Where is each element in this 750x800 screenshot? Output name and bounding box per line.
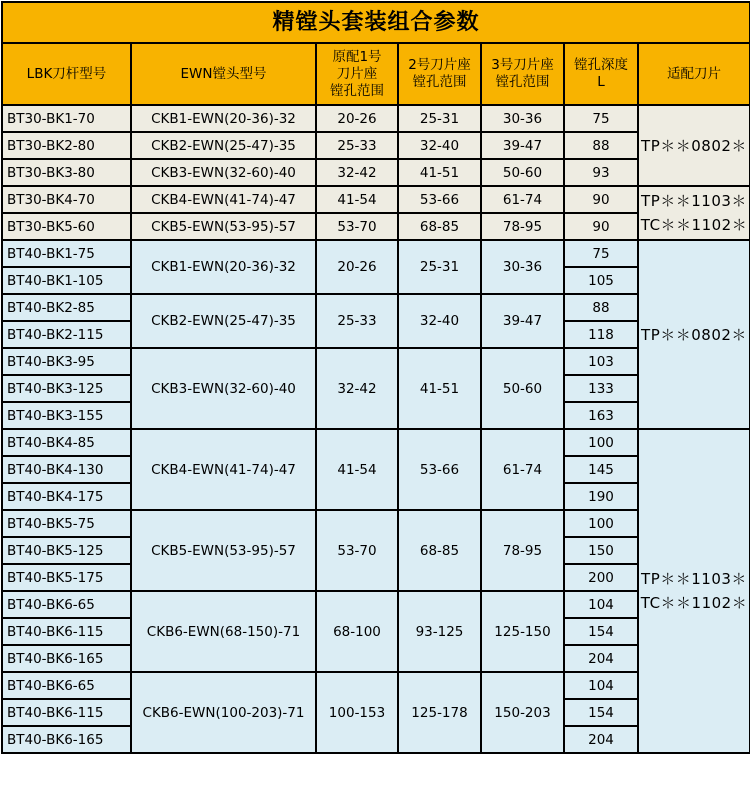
depth-cell: 100 — [564, 429, 638, 456]
header-depth — [564, 43, 638, 105]
ewn-model-cell: CKB4-EWN(41-74)-47 — [131, 186, 316, 213]
table-row — [2, 105, 750, 132]
insert-cell-line1: TP＊＊1103＊ — [641, 570, 747, 588]
header-seat1-line2: 刀片座 — [336, 65, 378, 82]
table-row — [2, 348, 750, 375]
lbk-model-cell: BT40-BK3-155 — [2, 402, 131, 429]
seat1-range-cell: 20-26 — [316, 240, 398, 294]
lbk-model-cell: BT30-BK4-70 — [2, 186, 131, 213]
insert-cell-line2: TC＊＊1102＊ — [640, 594, 748, 612]
depth-cell: 75 — [564, 240, 638, 267]
ewn-model-cell: CKB1-EWN(20-36)-32 — [131, 105, 316, 132]
seat2-range-cell: 68-85 — [398, 510, 481, 591]
header-seat3 — [481, 43, 564, 105]
table-row — [2, 159, 750, 186]
lbk-model-cell: BT40-BK4-175 — [2, 483, 131, 510]
lbk-model-cell: BT40-BK3-95 — [2, 348, 131, 375]
header-depth-line2: L — [597, 74, 605, 90]
lbk-model-cell: BT40-BK2-115 — [2, 321, 131, 348]
seat3-range-cell: 50-60 — [481, 159, 564, 186]
insert-cell — [638, 240, 750, 429]
depth-cell: 104 — [564, 591, 638, 618]
seat2-range-cell: 68-85 — [398, 213, 481, 240]
header-seat3-line2: 镗孔范围 — [495, 74, 550, 90]
ewn-model-cell: CKB2-EWN(25-47)-35 — [131, 294, 316, 348]
seat3-range-cell: 61-74 — [481, 429, 564, 510]
seat3-range-cell: 30-36 — [481, 240, 564, 294]
seat1-range-cell: 25-33 — [316, 294, 398, 348]
depth-cell: 133 — [564, 375, 638, 402]
header-seat2-line2: 镗孔范围 — [412, 74, 467, 90]
depth-cell: 90 — [564, 213, 638, 240]
seat3-range-cell: 39-47 — [481, 294, 564, 348]
lbk-model-cell: BT40-BK6-115 — [2, 699, 131, 726]
seat2-range-cell: 41-51 — [398, 348, 481, 429]
header-ewn: EWN镗头型号 — [131, 43, 316, 105]
seat3-range-cell: 50-60 — [481, 348, 564, 429]
seat1-range-cell: 53-70 — [316, 213, 398, 240]
lbk-model-cell: BT40-BK4-85 — [2, 429, 131, 456]
ewn-model-cell: CKB1-EWN(20-36)-32 — [131, 240, 316, 294]
boring-head-spec-table — [1, 1, 750, 754]
lbk-model-cell: BT40-BK2-85 — [2, 294, 131, 321]
lbk-model-cell: BT40-BK5-75 — [2, 510, 131, 537]
depth-cell: 118 — [564, 321, 638, 348]
lbk-model-cell: BT30-BK5-60 — [2, 213, 131, 240]
insert-cell-line1: TP＊＊0802＊ — [641, 325, 747, 344]
ewn-model-cell: CKB5-EWN(53-95)-57 — [131, 510, 316, 591]
lbk-model-cell: BT40-BK1-75 — [2, 240, 131, 267]
seat1-range-cell: 20-26 — [316, 105, 398, 132]
seat1-range-cell: 68-100 — [316, 591, 398, 672]
seat1-range-cell: 41-54 — [316, 429, 398, 510]
seat1-range-cell: 32-42 — [316, 348, 398, 429]
seat2-range-cell: 125-178 — [398, 672, 481, 753]
ewn-model-cell: CKB4-EWN(41-74)-47 — [131, 429, 316, 510]
ewn-model-cell: CKB6-EWN(68-150)-71 — [131, 591, 316, 672]
insert-cell — [638, 429, 750, 753]
seat3-range-cell: 78-95 — [481, 213, 564, 240]
lbk-model-cell: BT40-BK1-105 — [2, 267, 131, 294]
header-seat1 — [316, 43, 398, 105]
depth-cell: 204 — [564, 726, 638, 753]
insert-cell-line1: TP＊＊1103＊ — [641, 192, 747, 210]
ewn-model-cell: CKB5-EWN(53-95)-57 — [131, 213, 316, 240]
seat2-range-cell: 25-31 — [398, 105, 481, 132]
depth-cell: 154 — [564, 699, 638, 726]
header-depth-line1: 镗孔深度 — [574, 57, 628, 73]
table-row — [2, 429, 750, 456]
insert-cell — [638, 105, 750, 186]
depth-cell: 100 — [564, 510, 638, 537]
depth-cell: 104 — [564, 672, 638, 699]
depth-cell: 200 — [564, 564, 638, 591]
depth-cell: 204 — [564, 645, 638, 672]
header-row — [2, 43, 750, 105]
header-seat1-line3: 镗孔范围 — [330, 82, 384, 99]
seat2-range-cell: 32-40 — [398, 132, 481, 159]
seat3-range-cell: 150-203 — [481, 672, 564, 753]
seat3-range-cell: 78-95 — [481, 510, 564, 591]
depth-cell: 105 — [564, 267, 638, 294]
depth-cell: 190 — [564, 483, 638, 510]
insert-cell — [638, 186, 750, 240]
lbk-model-cell: BT40-BK5-125 — [2, 537, 131, 564]
table-row — [2, 510, 750, 537]
lbk-model-cell: BT30-BK1-70 — [2, 105, 131, 132]
seat2-range-cell: 32-40 — [398, 294, 481, 348]
table-row — [2, 240, 750, 267]
depth-cell: 103 — [564, 348, 638, 375]
table-body — [2, 105, 750, 753]
seat3-range-cell: 61-74 — [481, 186, 564, 213]
seat1-range-cell: 25-33 — [316, 132, 398, 159]
depth-cell: 88 — [564, 132, 638, 159]
ewn-model-cell: CKB3-EWN(32-60)-40 — [131, 348, 316, 429]
lbk-model-cell: BT40-BK6-165 — [2, 645, 131, 672]
table-row — [2, 672, 750, 699]
lbk-model-cell: BT40-BK6-65 — [2, 591, 131, 618]
seat2-range-cell: 93-125 — [398, 591, 481, 672]
seat2-range-cell: 25-31 — [398, 240, 481, 294]
depth-cell: 75 — [564, 105, 638, 132]
seat3-range-cell: 39-47 — [481, 132, 564, 159]
lbk-model-cell: BT40-BK6-65 — [2, 672, 131, 699]
depth-cell: 88 — [564, 294, 638, 321]
seat1-range-cell: 41-54 — [316, 186, 398, 213]
seat2-range-cell: 53-66 — [398, 429, 481, 510]
table-row — [2, 186, 750, 213]
table-title: 精镗头套装组合参数 — [2, 2, 750, 43]
seat2-range-cell: 53-66 — [398, 186, 481, 213]
seat1-range-cell: 100-153 — [316, 672, 398, 753]
lbk-model-cell: BT40-BK6-115 — [2, 618, 131, 645]
seat3-range-cell: 125-150 — [481, 591, 564, 672]
header-seat3-line1: 3号刀片座 — [491, 57, 554, 73]
depth-cell: 90 — [564, 186, 638, 213]
seat1-range-cell: 53-70 — [316, 510, 398, 591]
header-insert: 适配刀片 — [638, 43, 750, 105]
header-seat2 — [398, 43, 481, 105]
insert-cell-line1: TP＊＊0802＊ — [641, 136, 747, 155]
lbk-model-cell: BT40-BK5-175 — [2, 564, 131, 591]
depth-cell: 163 — [564, 402, 638, 429]
depth-cell: 154 — [564, 618, 638, 645]
table-row — [2, 132, 750, 159]
table-row — [2, 213, 750, 240]
ewn-model-cell: CKB6-EWN(100-203)-71 — [131, 672, 316, 753]
lbk-model-cell: BT30-BK3-80 — [2, 159, 131, 186]
table-row — [2, 294, 750, 321]
seat1-range-cell: 32-42 — [316, 159, 398, 186]
seat3-range-cell: 30-36 — [481, 105, 564, 132]
ewn-model-cell: CKB3-EWN(32-60)-40 — [131, 159, 316, 186]
ewn-model-cell: CKB2-EWN(25-47)-35 — [131, 132, 316, 159]
lbk-model-cell: BT40-BK4-130 — [2, 456, 131, 483]
lbk-model-cell: BT30-BK2-80 — [2, 132, 131, 159]
lbk-model-cell: BT40-BK6-165 — [2, 726, 131, 753]
header-lbk: LBK刀杆型号 — [2, 43, 131, 105]
insert-cell-line2: TC＊＊1102＊ — [640, 216, 748, 234]
seat2-range-cell: 41-51 — [398, 159, 481, 186]
depth-cell: 93 — [564, 159, 638, 186]
lbk-model-cell: BT40-BK3-125 — [2, 375, 131, 402]
depth-cell: 145 — [564, 456, 638, 483]
header-seat2-line1: 2号刀片座 — [408, 57, 471, 73]
depth-cell: 150 — [564, 537, 638, 564]
table-row — [2, 591, 750, 618]
header-seat1-line1: 原配1号 — [332, 48, 382, 65]
